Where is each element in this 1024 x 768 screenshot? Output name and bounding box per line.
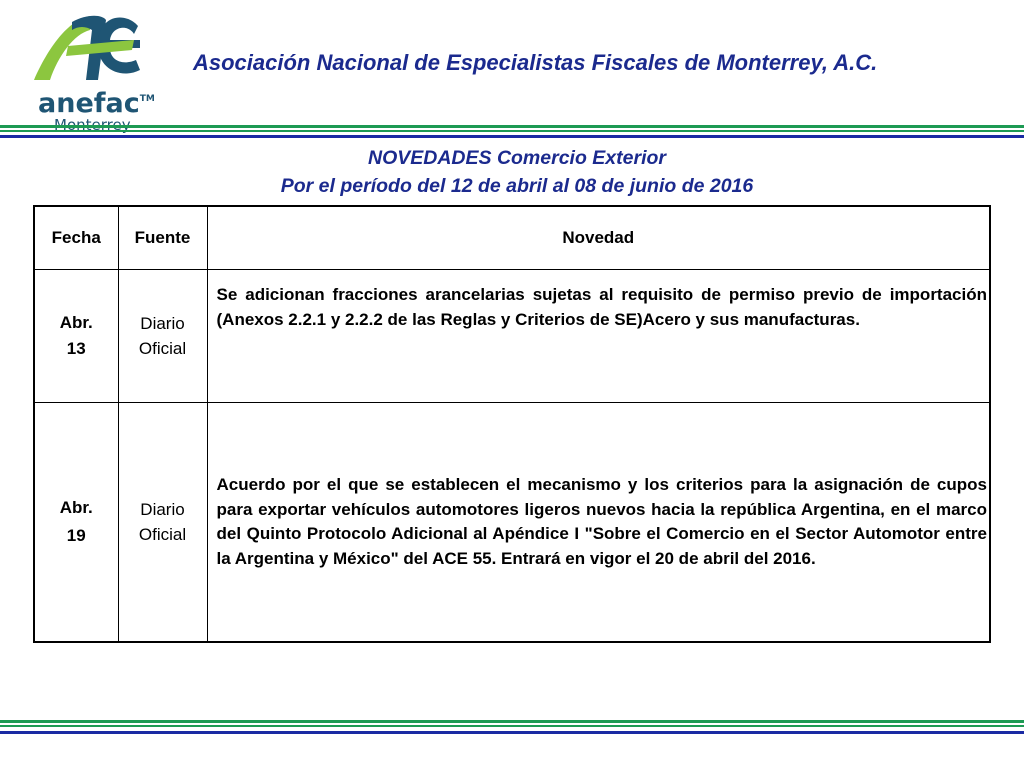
- footer-divider-blue: [0, 731, 1024, 734]
- cell-fecha: [34, 270, 118, 403]
- cell-fuente: [118, 403, 207, 643]
- header-fuente: Fuente: [118, 206, 207, 270]
- header-novedad: Novedad: [207, 206, 990, 270]
- fuente-line-2: Oficial: [138, 339, 187, 358]
- cell-novedad: Acuerdo por el que se establecen el mecanismo y los criterios para la asignación de cupos para exportar vehículos automotores ligeros nuevos hacia la república Argentina, en el marco del Quinto Protocolo Adicional al Apéndice I "Sobre el Comercio en el Sector Automotor entre la Argentina y México" del ACE 55. Entrará en vigor el 20 de abril del 2016.: [207, 403, 990, 643]
- cell-fecha: [34, 403, 118, 643]
- logo-wordmark: anefac™: [38, 88, 155, 119]
- table-header-row: [34, 206, 990, 270]
- table-row: [34, 403, 990, 643]
- news-table: [33, 205, 991, 643]
- page-subtitle-period: Por el período del 12 de abril al 08 de junio de 2016: [280, 175, 754, 197]
- footer-divider-green: [0, 720, 1024, 723]
- fuente-line-1: Diario: [140, 500, 185, 519]
- fecha-mes: Abr.: [59, 498, 93, 517]
- header-fecha: Fecha: [34, 206, 118, 270]
- fecha-dia: 19: [66, 526, 86, 545]
- cell-fuente: [118, 270, 207, 403]
- header-divider-green: [0, 125, 1024, 128]
- anefac-logo-mark-icon: [28, 8, 148, 88]
- organization-title: Asociación Nacional de Especialistas Fiscales de Monterrey, A.C.: [193, 50, 878, 75]
- footer-divider-green-2: [0, 725, 1024, 727]
- anefac-logo: [28, 8, 155, 130]
- fuente-line-1: Diario: [140, 314, 185, 333]
- cell-novedad: Se adicionan fracciones arancelarias sujetas al requisito de permiso previo de importación (Anexos 2.2.1 y 2.2.2 de las Reglas y Criterios de SE)Acero y sus manufacturas.: [207, 270, 990, 403]
- fecha-mes: Abr.: [59, 313, 93, 332]
- header-divider-green-2: [0, 130, 1024, 132]
- page-title: NOVEDADES Comercio Exterior: [368, 147, 666, 169]
- fuente-line-2: Oficial: [138, 525, 187, 544]
- table-row: [34, 270, 990, 403]
- header-divider-blue: [0, 135, 1024, 138]
- fecha-dia: 13: [66, 339, 86, 358]
